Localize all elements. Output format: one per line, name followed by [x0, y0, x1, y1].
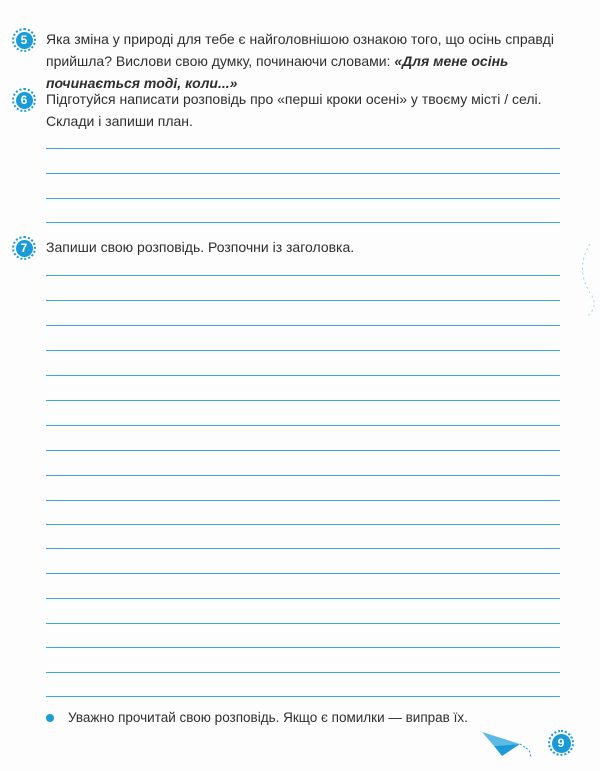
writing-line[interactable]	[46, 400, 560, 401]
reminder-text: Уважно прочитай свою розповідь. Якщо є помилки — виправ їх.	[68, 710, 468, 725]
writing-line[interactable]	[46, 548, 560, 549]
writing-line[interactable]	[46, 672, 560, 673]
writing-line[interactable]	[46, 524, 560, 525]
writing-line[interactable]	[46, 222, 560, 223]
writing-line[interactable]	[46, 425, 560, 426]
task-number-badge	[12, 28, 36, 52]
task-number: 5	[16, 32, 33, 49]
paper-plane-icon	[480, 726, 540, 760]
task-number-badge	[12, 236, 36, 260]
page-number: 9	[552, 734, 571, 753]
task-text: Підготуйся написати розповідь про «перші кроки осені» у твоєму місті / селі. Склади і запиши план.	[46, 91, 542, 129]
task-number-badge	[12, 88, 36, 112]
writing-line[interactable]	[46, 300, 560, 301]
page-number-badge	[548, 730, 574, 756]
writing-line[interactable]	[46, 623, 560, 624]
task-instruction	[46, 88, 574, 132]
writing-line[interactable]	[46, 450, 560, 451]
task-emphasis: «Для мене осінь починається тоді, коли...»	[46, 53, 509, 91]
writing-line[interactable]	[46, 148, 560, 149]
writing-line[interactable]	[46, 275, 560, 276]
writing-line[interactable]	[46, 198, 560, 199]
task-text: Яка зміна у природі для тебе є найголовнішою ознакою того, що осінь справді прийшла? Вислови свою думку, починаючи словами:	[46, 31, 554, 69]
writing-line[interactable]	[46, 475, 560, 476]
writing-line[interactable]	[46, 696, 560, 697]
writing-line[interactable]	[46, 173, 560, 174]
dotted-curve-icon	[570, 240, 598, 320]
task-text: Запиши свою розповідь. Розпочни із заголовка.	[46, 239, 355, 255]
task-instruction	[46, 236, 574, 258]
bullet-icon	[46, 714, 54, 722]
writing-line[interactable]	[46, 325, 560, 326]
writing-line[interactable]	[46, 350, 560, 351]
writing-line[interactable]	[46, 573, 560, 574]
writing-line[interactable]	[46, 375, 560, 376]
writing-line[interactable]	[46, 647, 560, 648]
task-number: 6	[16, 92, 33, 109]
task-number: 7	[16, 240, 33, 257]
writing-line[interactable]	[46, 598, 560, 599]
writing-line[interactable]	[46, 500, 560, 501]
task-instruction	[46, 28, 574, 94]
